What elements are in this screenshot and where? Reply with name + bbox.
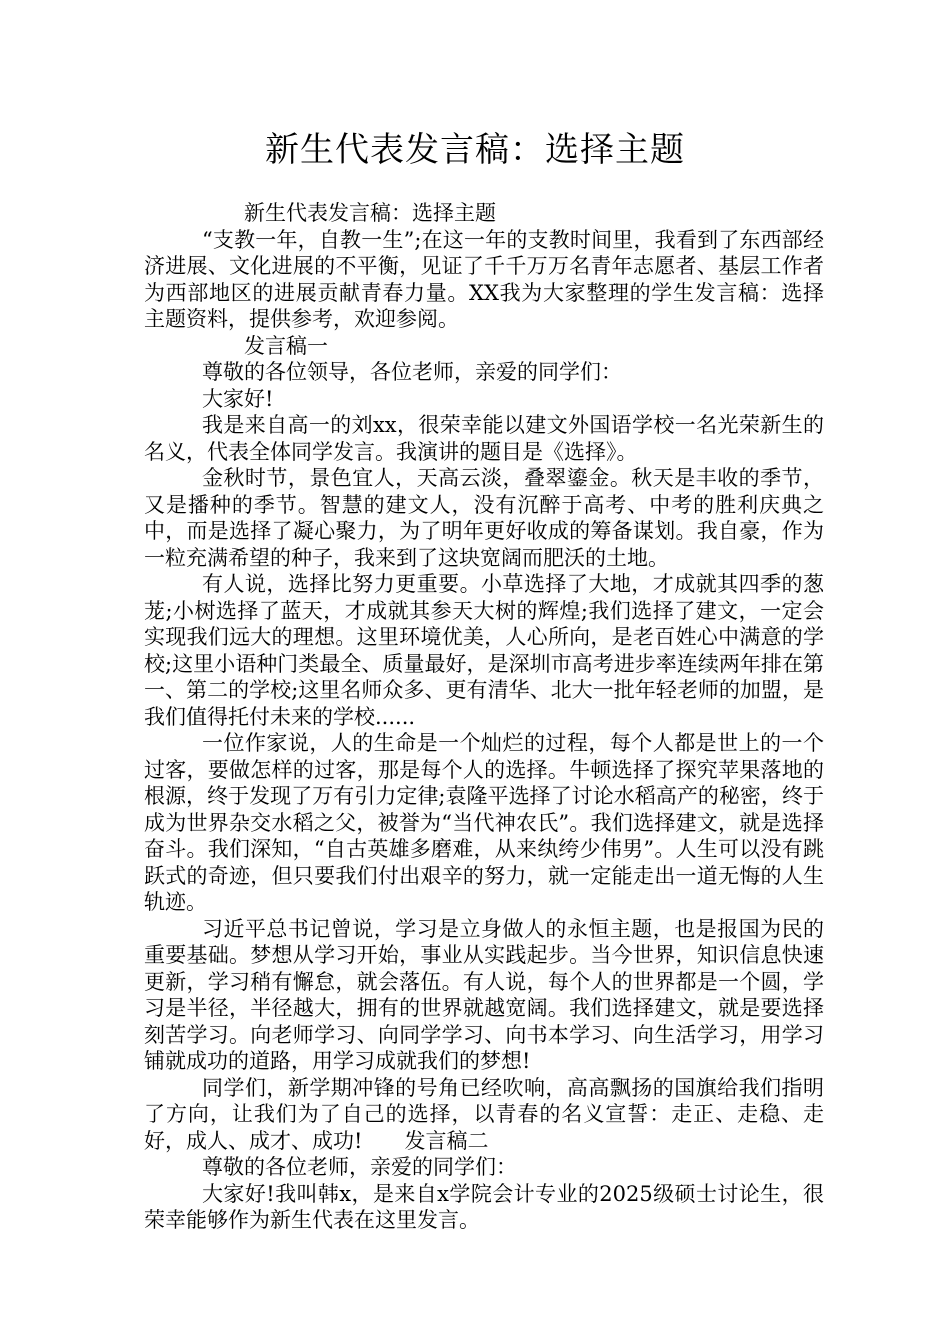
body-paragraph: 我是来自高一的刘xx，很荣幸能以建文外国语学校一名光荣新生的名义，代表全体同学发言。我演讲的题目是《选择》。 bbox=[144, 413, 824, 464]
body-paragraph: 同学们，新学期冲锋的号角已经吹响，高高飘扬的国旗给我们指明了方向，让我们为了自己的选择，以青春的名义宣誓：走正、走稳、走好，成人、成才、成功! 发言稿二 bbox=[144, 1075, 824, 1153]
body-paragraph: “支教一年，自教一生”;在这一年的支教时间里，我看到了东西部经济进展、文化进展的不平衡，见证了千千万万名青年志愿者、基层工作者为西部地区的进展贡献青春力量。XX我为大家整理的学生发言稿：选择主题资料，提供参考，欢迎参阅。 bbox=[144, 227, 824, 331]
body-paragraph: 金秋时节，景色宜人，天高云淡，叠翠鎏金。秋天是丰收的季节，又是播种的季节。智慧的建文人，没有沉醉于高考、中考的胜利庆典之中，而是选择了凝心聚力，为了明年更好收成的筹备谋划。我自豪，作为一粒充满希望的种子，我来到了这块宽阔而肥沃的土地。 bbox=[144, 466, 824, 570]
body-paragraph: 有人说，选择比努力更重要。小草选择了大地，才成就其四季的葱茏;小树选择了蓝天，才成就其参天大树的辉煌;我们选择了建文，一定会实现我们远大的理想。这里环境优美，人心所向，是老百姓心中满意的学校;这里小语种门类最全、质量最好，是深圳市高考进步率连续两年排在第一、第二的学校;这里名师众多、更有清华、北大一批年轻老师的加盟，是我们值得托付未来的学校...... bbox=[144, 572, 824, 729]
document-title: 新生代表发言稿：选择主题 bbox=[265, 130, 685, 170]
body-paragraph: 一位作家说，人的生命是一个灿烂的过程，每个人都是世上的一个过客，要做怎样的过客，那是每个人的选择。牛顿选择了探究苹果落地的根源，终于发现了万有引力定律;袁隆平选择了讨论水稻高产的秘密，终于成为世界杂交水稻之父，被誉为“当代神农氏”。我们选择建文，就是选择奋斗。我们深知，“自古英雄多磨难，从来纨绔少伟男”。人生可以没有跳跃式的奇迹，但只要我们付出艰辛的努力，就一定能走出一道无悔的人生轨迹。 bbox=[144, 731, 824, 914]
body-paragraph: 习近平总书记曾说，学习是立身做人的永恒主题，也是报国为民的重要基础。梦想从学习开始，事业从实践起步。当今世界，知识信息快速更新，学习稍有懈怠，就会落伍。有人说，每个人的世界都是一个圆，学习是半径，半径越大，拥有的世界就越宽阔。我们选择建文，就是要选择刻苦学习。向老师学习、向同学学习、向书本学习、向生活学习，用学习铺就成功的道路，用学习成就我们的梦想! bbox=[144, 916, 824, 1073]
body-paragraph: 尊敬的各位领导，各位老师，亲爱的同学们： bbox=[202, 360, 622, 384]
body-paragraph: 大家好! bbox=[202, 386, 274, 411]
document-body bbox=[144, 200, 824, 1234]
body-paragraph: 新生代表发言稿：选择主题 bbox=[244, 201, 496, 225]
body-paragraph: 发言稿一 bbox=[244, 333, 328, 358]
body-paragraph: 尊敬的各位老师，亲爱的同学们： bbox=[202, 1155, 517, 1179]
body-paragraph: 大家好!我叫韩x，是来自x学院会计专业的2025级硕士讨论生，很荣幸能够作为新生代表在这里发言。 bbox=[144, 1181, 824, 1232]
